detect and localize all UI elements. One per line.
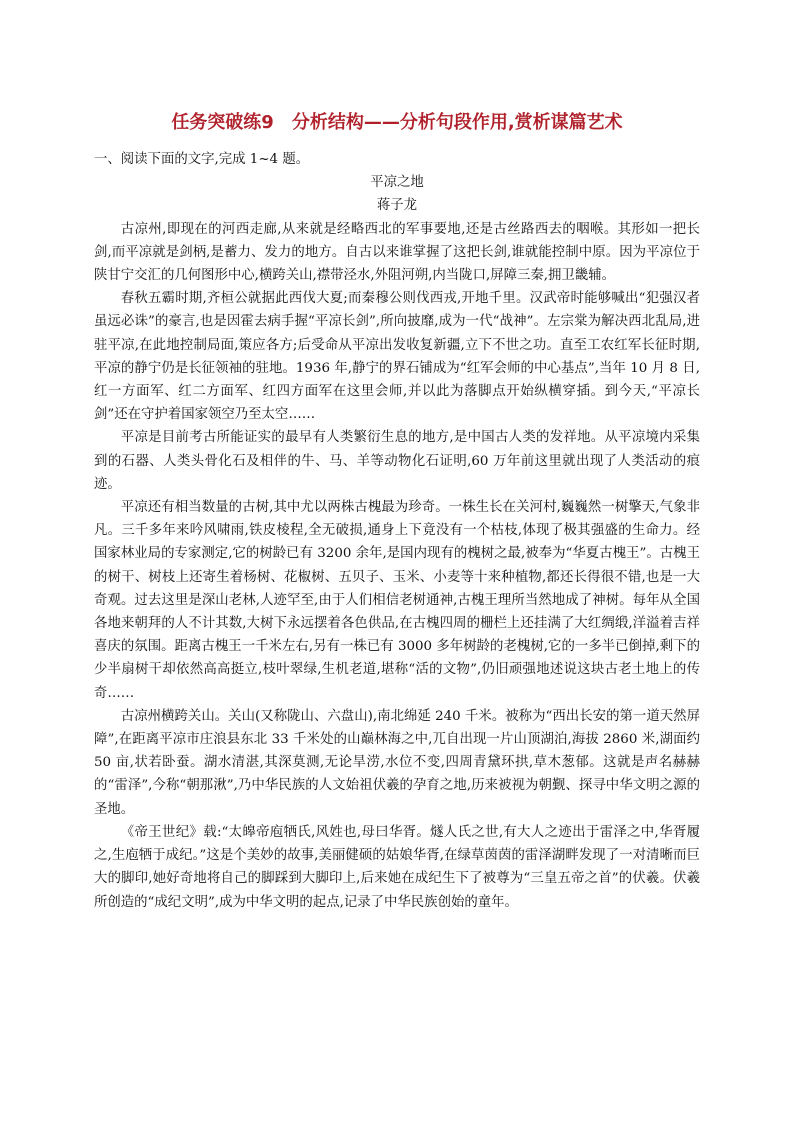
paragraph: 古凉州横跨关山。关山(又称陇山、六盘山),南北绵延 240 千米。被称为“西出长安的第一道天然屏障”,在距离平凉市庄浪县东北 33 千米处的山巅林海之中,兀自出现一片山顶湖泊,海拔 2860 米,湖面约 50 亩,状若卧蚕。湖水清湛,其深莫测,无论旱涝,水位不变,四周青黛环拱,草木葱郁。这就是声名赫赫的“雷泽”,今称“朝那湫”,乃中华民族的人文始祖伏羲的孕育之地,历来被视为朝觐、探寻中华文明之源的圣地。 [94,708,700,817]
paragraph: 春秋五霸时期,齐桓公就据此西伐大夏;而秦穆公则伐西戎,开地千里。汉武帝时能够喊出“犯强汉者虽远必诛”的豪言,也是因霍去病手握“平凉长剑”,所向披靡,成为一代“战神”。左宗棠为解决西北乱局,进驻平凉,在此地控制局面,策应各方;后受命从平凉出发收复新疆,立下不世之功。直至工农红军长征时期,平凉的静宁仍是长征领袖的驻地。1936 年,静宁的界石铺成为“红军会师的中心基点”,当年 10 月 8 日,红一方面军、红二方面军、红四方面军在这里会师,并以此为落脚点开始纵横穿插。到今天,“平凉长剑”还在守护着国家领空乃至太空…… [94,291,700,423]
page-title: 任务突破练9 分析结构——分析句段作用,赏析谋篇艺术 [171,112,623,133]
article-title: 平凉之地 [370,175,424,191]
paragraph: 《帝王世纪》载:“太皞帝庖牺氏,风姓也,母曰华胥。燧人氏之世,有大人之迹出于雷泽之中,华胥履之,生庖牺于成纪。”这是个美妙的故事,美丽健硕的姑娘华胥,在绿草茵茵的雷泽湖畔发现了一对清晰而巨大的脚印,她好奇地将自己的脚踩到大脚印上,后来她在成纪生下了被尊为“三皇五帝之首”的伏羲。伏羲所创造的“成纪文明”,成为中华文明的起点,记录了中华民族创始的童年。 [94,824,700,910]
paragraph: 古凉州,即现在的河西走廊,从来就是经略西北的军事要地,还是古丝路西去的咽喉。其形如一把长剑,而平凉就是剑柄,是蓄力、发力的地方。自古以来谁掌握了这把长剑,谁就能控制中原。因为平凉位于陕甘宁交汇的几何图形中心,横跨关山,襟带泾水,外阻河朔,内当陇口,屏障三秦,拥卫畿辅。 [94,221,700,284]
paragraph: 平凉是目前考古所能证实的最早有人类繁衍生息的地方,是中国古人类的发祥地。从平凉境内采集到的石器、人类头骨化石及相伴的牛、马、羊等动物化石证明,60 万年前这里就出现了人类活动的痕迹。 [94,430,700,492]
document-body [94,148,700,914]
question-instruction: 一、阅读下面的文字,完成 1~4 题。 [94,152,310,167]
article-author: 蒋子龙 [376,198,418,214]
paragraph: 平凉还有相当数量的古树,其中尤以两株古槐最为珍奇。一株生长在关河村,巍巍然一树擎天,气象非凡。三千多年来吟风啸雨,铁皮棱程,全无破损,通身上下竟没有一个枯枝,体现了极其强盛的生命力。经国家林业局的专家测定,它的树龄已有 3200 余年,是国内现有的槐树之最,被奉为“华夏古槐王”。古槐王的树干、树枝上还寄生着杨树、花椒树、五贝子、玉米、小麦等十来种植物,都还长得很不错,也是一大奇观。过去这里是深山老林,人迹罕至,由于人们相信老树通神,古槐王理所当然地成了神树。每年从全国各地来朝拜的人不计其数,大树下永远摆着各色供品,在古槐四周的栅栏上还挂满了大红绸缎,洋溢着吉祥喜庆的氛围。距离古槐王一千米左右,另有一株已有 3000 多年树龄的老槐树,它的一多半已倒掉,剩下的少半扇树干却依然高高挺立,枝叶翠绿,生机老道,堪称“活的文物”,仍旧顽强地述说这块古老土地上的传奇…… [94,500,700,701]
